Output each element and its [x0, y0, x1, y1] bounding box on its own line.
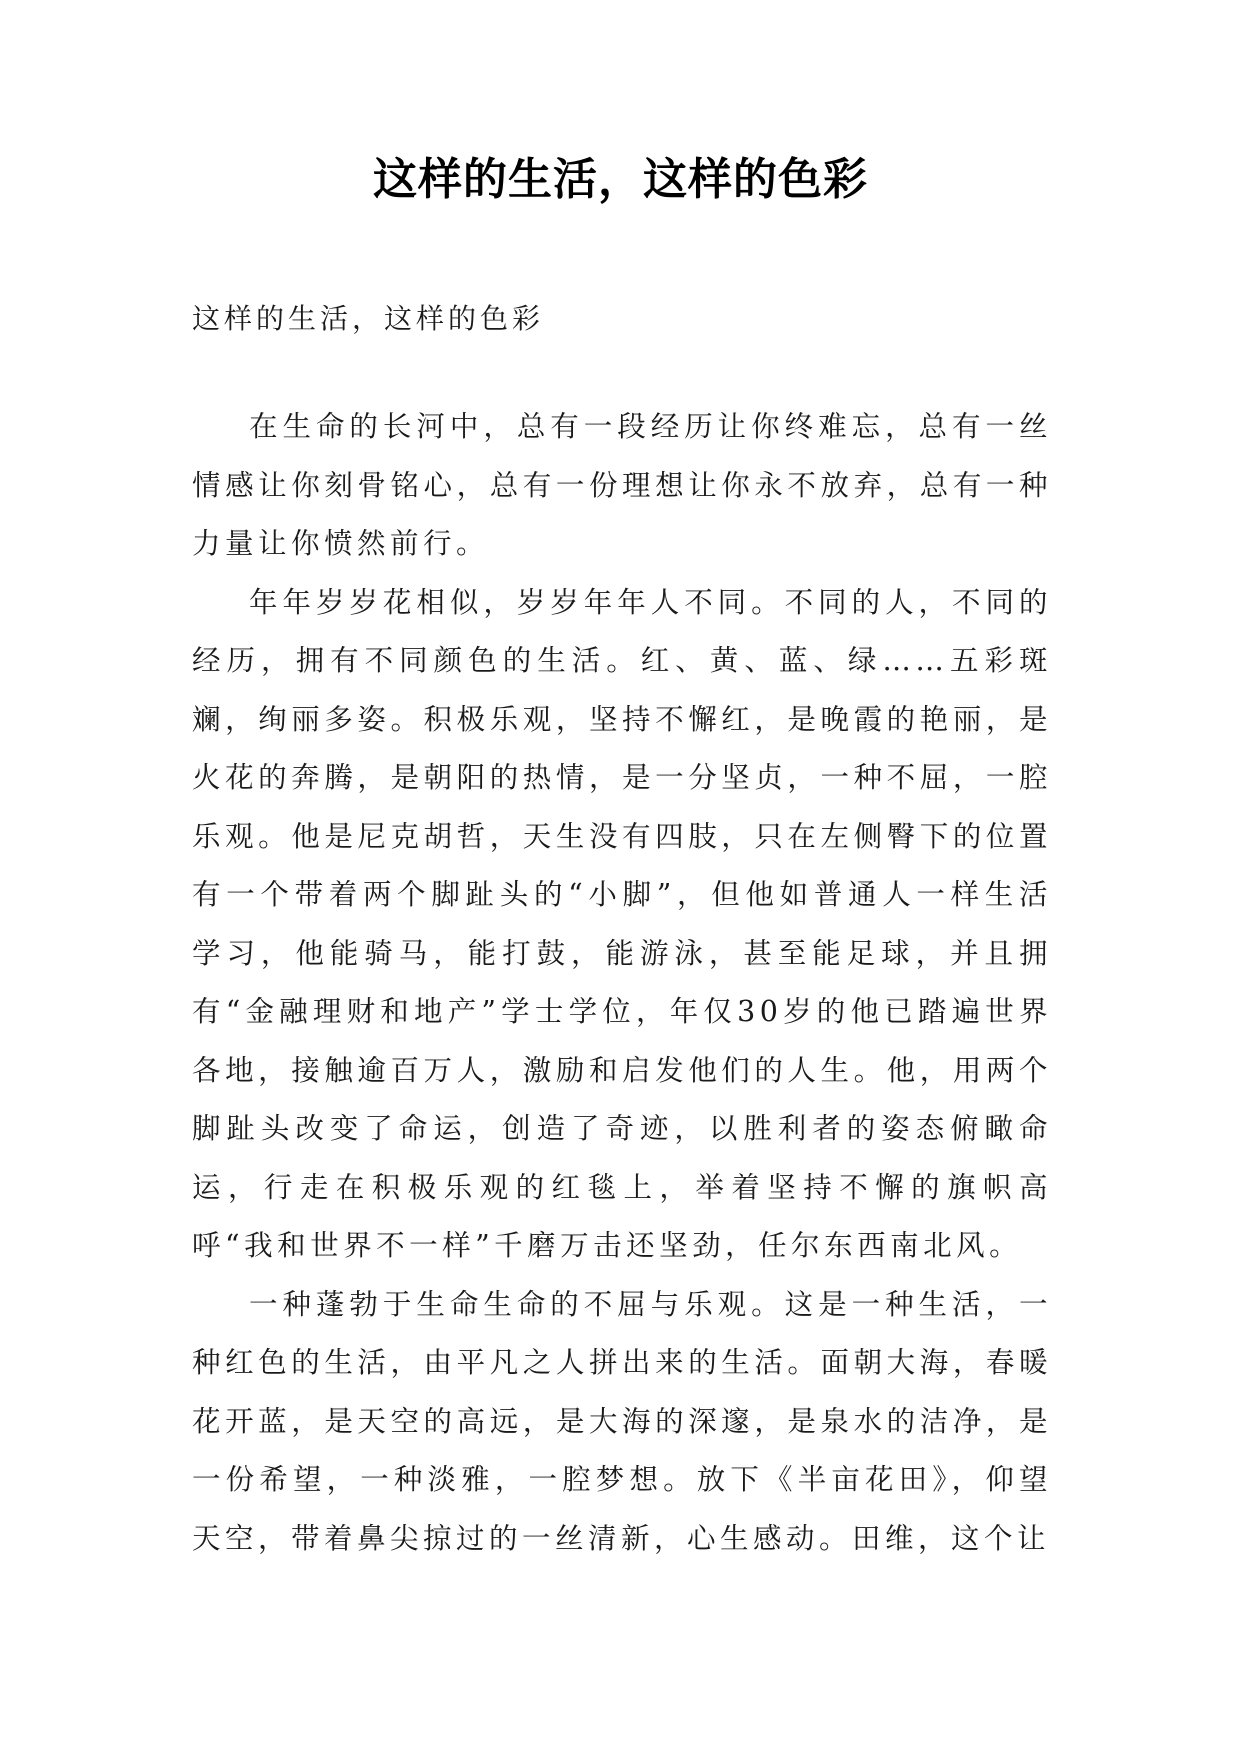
document-subtitle: 这样的生活，这样的色彩 — [192, 302, 545, 335]
paragraph: 一种蓬勃于生命生命的不屈与乐观。这是一种生活，一种红色的生活，由平凡之人拼出来的生活。面朝大海，春暖花开蓝，是天空的高远，是大海的深邃，是泉水的洁净，是一份希望，一种淡雅，一腔梦想。放下《半亩花田》，仰望天空，带着鼻尖掠过的一丝清新，心生感动。田维，这个让 — [192, 1287, 1052, 1555]
paragraph: 年年岁岁花相似，岁岁年年人不同。不同的人，不同的经历，拥有不同颜色的生活。红、黄、蓝、绿……五彩斑斓，绚丽多姿。积极乐观，坚持不懈红，是晚霞的艳丽，是火花的奔腾，是朝阳的热情，是一分坚贞，一种不屈，一腔乐观。他是尼克胡哲，天生没有四肢，只在左侧臀下的位置有一个带着两个脚趾头的“小脚”，但他如普通人一样生活学习，他能骑马，能打鼓，能游泳，甚至能足球，并且拥有“金融理财和地产”学士学位，年仅30岁的他已踏遍世界各地，接触逾百万人，激励和启发他们的人生。他，用两个脚趾头改变了命运，创造了奇迹，以胜利者的姿态俯瞰命运，行走在积极乐观的红毯上，举着坚持不懈的旗帜高呼“我和世界不一样”千磨万击还坚劲，任尔东西南北风。 — [192, 585, 1052, 1262]
document-title: 这样的生活，这样的色彩 — [373, 154, 868, 205]
document-body — [192, 290, 1052, 1568]
paragraph: 在生命的长河中，总有一段经历让你终难忘，总有一丝情感让你刻骨铭心，总有一份理想让你永不放弃，总有一种力量让你愤然前行。 — [192, 410, 1052, 560]
